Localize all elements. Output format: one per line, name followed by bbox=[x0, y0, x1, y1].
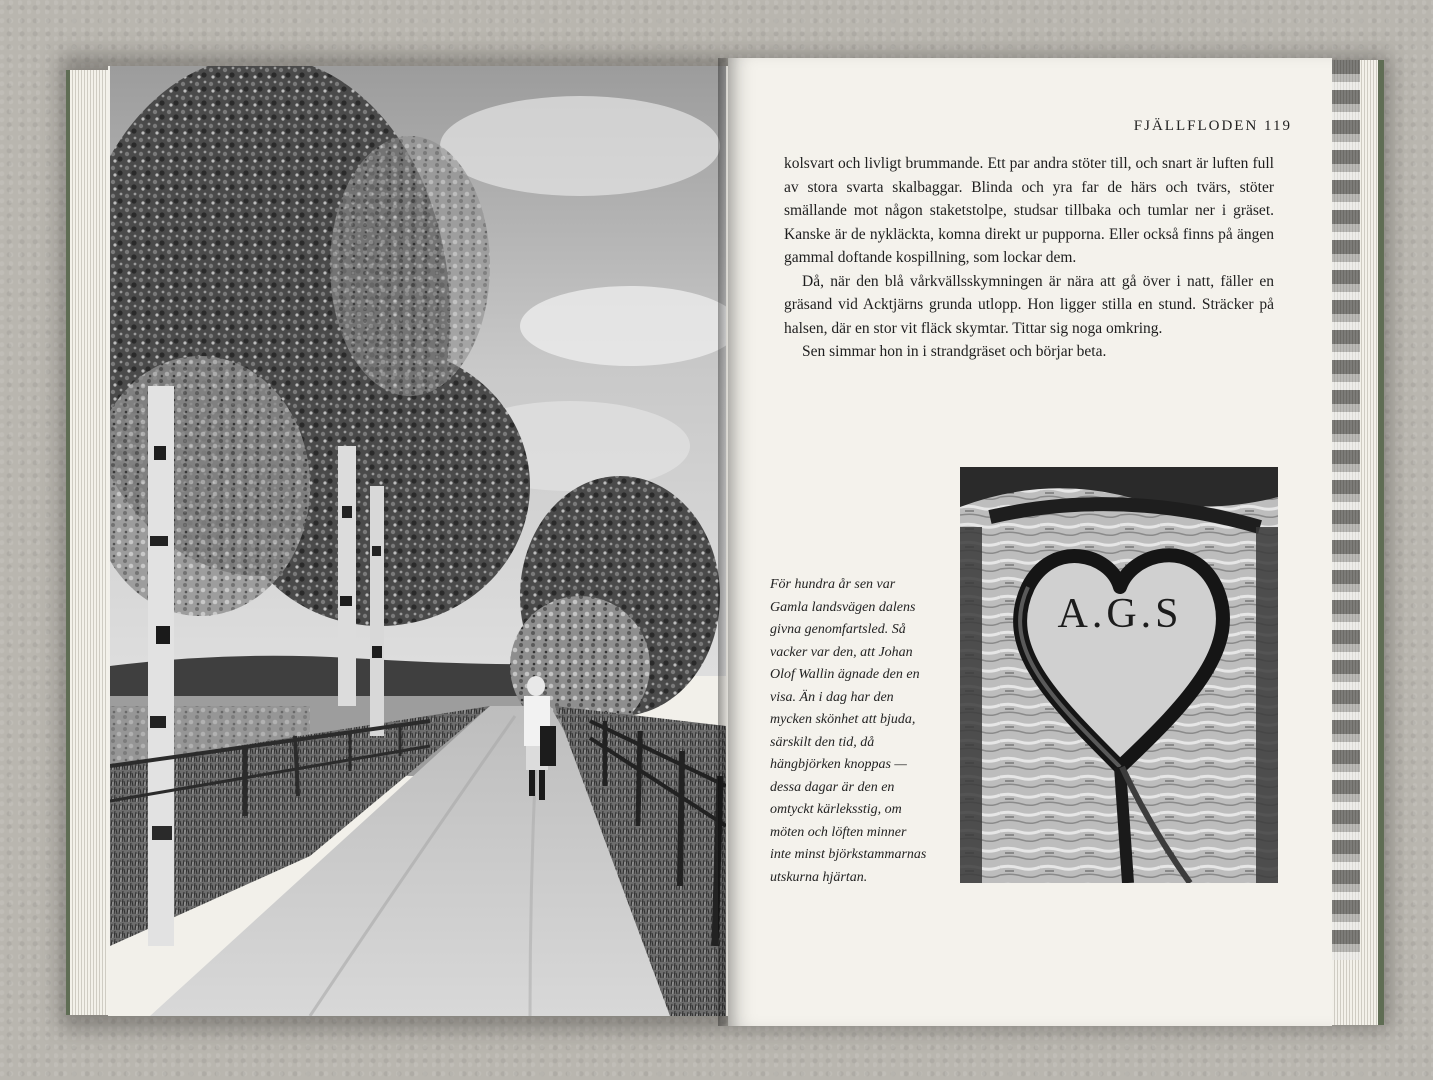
carved-initials: A.G.S bbox=[1057, 591, 1183, 637]
caption-line: hängbjörken knoppas — bbox=[770, 757, 907, 772]
next-page-edge bbox=[1330, 60, 1360, 960]
caption-line: utskurna hjärtan. bbox=[770, 869, 868, 885]
caption-line: dessa dagar är den en bbox=[770, 779, 895, 795]
caption-line: inte minst björkstammarnas bbox=[770, 847, 927, 862]
carved-heart-photograph bbox=[960, 467, 1278, 883]
caption-line: visa. Än i dag har den bbox=[770, 689, 894, 705]
caption-line: möten och löften minner bbox=[770, 824, 907, 840]
paragraph-2: Då, när den blå vårkvällsskymningen är nära att gå över i natt, fäller en gräsand vid Acktjärns grunda utlopp. Hon ligger stilla en stund. Sträcker på halsen, där en stor vit fläck skymtar. Tittar sig noga omkring. bbox=[784, 272, 1274, 337]
body-text bbox=[784, 152, 1274, 402]
book-gutter bbox=[718, 58, 740, 1026]
caption-line: givna genomfartsled. Så bbox=[770, 622, 906, 637]
caption-line: Olof Wallin ägnade den en bbox=[770, 667, 920, 682]
page-number: 119 bbox=[1264, 118, 1292, 134]
running-head-title: FJÄLLFLODEN bbox=[1133, 118, 1259, 134]
photo-caption bbox=[770, 574, 948, 894]
paragraph-3: Sen simmar hon in i strandgräset och börjar beta. bbox=[802, 343, 1107, 360]
caption-line: vacker var den, att Johan bbox=[770, 644, 913, 660]
road-photograph bbox=[110, 66, 726, 1016]
running-head bbox=[1112, 118, 1292, 140]
caption-line: mycken skönhet att bjuda, bbox=[770, 712, 916, 727]
caption-line: För hundra år sen var bbox=[770, 577, 896, 592]
road-photo-image bbox=[110, 66, 726, 1016]
caption-line: omtyckt kärleksstig, om bbox=[770, 802, 902, 817]
caption-line: särskilt den tid, då bbox=[770, 734, 875, 750]
caption-line: Gamla landsvägen dalens bbox=[770, 599, 916, 615]
paragraph-1: kolsvart och livligt brummande. Ett par andra stöter till, och snart är luften full av stora svarta skalbaggar. Blinda och yra far de härs och tvärs, stöter smällande mot någon staketstolpe, studsar tillbaka och tumlar ner i gräset. Kanske är de nykläckta, komna direkt ur pupporna. Eller också finns på ängen gammal doftande kospillning, som lockar dem. bbox=[784, 155, 1274, 266]
carved-heart-image bbox=[960, 467, 1278, 883]
